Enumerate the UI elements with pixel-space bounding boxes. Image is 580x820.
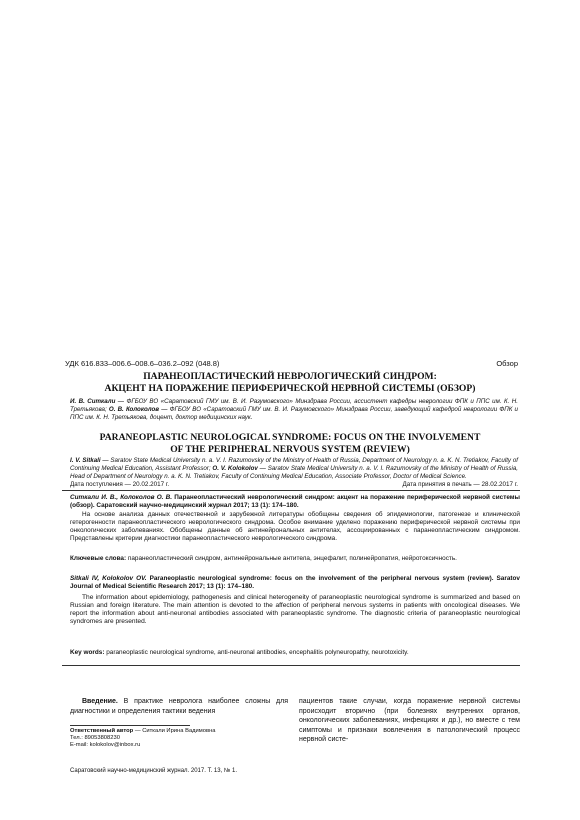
email: E-mail: kolokolov@inbox.ru [70,742,141,748]
abstract-english: The information about epidemiology, pathogenesis and clinical heterogeneity of paraneoplastic neurological syndrome is summarized and based on Russian and foreign literature. The main attention is devoted to the affection of peripheral nervous systems in patients with oncological diseases. We report the information about anti-neuronal antibodies associated with paraneoplastic syndrome. The diagnostic criteria of paraneoplastic neurological syndromes are presented. [70,594,520,625]
author1-name-en: I. V. Sitkali [70,457,101,464]
corresponding-author-name: — Ситкали Ирина Вадимовна [133,728,216,734]
intro-left-text: В практике невролога наиболее сложны для диагностики и определения тактики ведения [70,698,288,715]
article-type: Обзор [496,359,518,368]
authors-english [70,457,518,481]
citation-russian [70,494,520,510]
citation-authors-ru: Ситкали И. В., Колоколов О. В. [70,494,173,501]
keywords-label-en: Key words: [70,649,105,656]
divider [62,665,520,666]
journal-footer: Саратовский научно-медицинский журнал. 2017. Т. 13, № 1. [70,768,238,774]
author1-affiliation-ru: — ФГБОУ ВО «Саратовский ГМУ им. В. И. Разумовского» Минздрава России, ассистент кафедры неврологии ФПК и ППС им. К. Н. Третьякова; [70,398,518,413]
corresponding-author [70,728,216,749]
keywords-label-ru: Ключевые слова: [70,555,127,562]
authors-russian [70,398,518,422]
abstract-russian: На основе анализа данных отечественной и зарубежной литературы обобщены сведения об эпидемиологии, патогенезе и клинической гетерогенности паранеопластического неврологического синдрома. Особое внимание уделено поражению периферической нервной системы при онкологических заболеваниях. Обобщены данные об антинейрональных антителах, ассоциированных с паранеопластическим синдромом. Представлены критерии диагностики паранеопластического неврологического синдрома. [70,511,520,542]
corresponding-author-label: Ответственный автор [70,728,134,734]
keywords-text-ru: паранеопластический синдром, антинейрональные антитела, энцефалит, полинейропатия, нейротоксичность. [126,555,457,562]
keywords-text-en: paraneoplastic neurological syndrome, anti-neuronal antibodies, encephalitis polyneuropathy, neurotoxicity. [104,649,409,656]
title-ru-line1: ПАРАНЕОПЛАСТИЧЕСКИЙ НЕВРОЛОГИЧЕСКИЙ СИНДРОМ: [143,371,437,382]
keywords-russian [70,555,520,563]
intro-left-column [70,697,288,716]
date-accepted: Дата принятия в печать — 28.02.2017 г. [402,481,518,488]
author2-name-ru: О. В. Колоколов [108,406,160,413]
date-received: Дата поступления — 20.02.2017 г. [70,481,170,488]
author1-name-ru: И. В. Ситкали [70,398,116,405]
author2-affiliation-ru: — ФГБОУ ВО «Саратовский ГМУ им. В. И. Разумовского» Минздрава России, заведующий кафедрой неврологии ФПК и ППС им. К. Н. Третьякова, доцент, доктор медицинских наук. [70,406,518,421]
keywords-english [70,649,520,657]
title-en-line2: OF THE PERIPHERAL NERVOUS SYSTEM (REVIEW) [170,444,410,455]
citation-text-ru: Паранеопластический неврологический синдром: акцент на поражение периферической нервной системы (обзор). Саратовский научно-медицинский журнал 2017; 13 (1): 174–180. [70,494,520,509]
author1-affiliation-en: — Saratov State Medical University n. a. V. I. Razumovsky of the Ministry of Health of Russia, Department of Neurology n. a. K. N. Tretiakov, Faculty of Continuing Medical Education, Assistant Professor; [70,457,518,472]
corresponding-author-line [70,728,216,735]
footnote-divider [70,725,190,726]
title-en-line1: PARANEOPLASTIC NEUROLOGICAL SYNDROME: FOCUS ON THE INVOLVEMENT [99,432,481,443]
intro-right-column: пациентов такие случаи, когда поражение нервной системы происходит вторично (при болезнях внутренних органов, онкологических заболеваниях, инфекциях и др.), но вместе с тем симптомы и признаки вовлечения в патологический процесс нервной систе- [299,698,520,743]
author2-affiliation-en: — Saratov State Medical University n. a. V. I. Razumovsky of the Ministry of Health of Russia, Head of Department of Neurology n. a. K. N. Tretiakov, Faculty of Continuing Medical Education, Associate Professor, Doctor of Medical Science. [70,465,519,480]
citation-authors-en: Sitkali IV, Kolokolov OV. [70,575,147,582]
author2-name-en: O. V. Kolokolov [212,465,258,472]
title-russian [60,371,520,395]
citation-text-en: Paraneoplastic neurological syndrome: focus on the involvement of the peripheral nervous system (review). Saratov Journal of Medical Scientific Research 2017; 13 (1): 174–180. [70,575,520,590]
udc-code: УДК 616.833–006.6–008.6–036.2–092 (048.8) [65,359,220,368]
title-english [60,432,520,456]
title-ru-line2: АКЦЕНТ НА ПОРАЖЕНИЕ ПЕРИФЕРИЧЕСКОЙ НЕРВНОЙ СИСТЕМЫ (ОБЗОР) [104,383,476,394]
phone: Тел.: 89053808230 [70,735,120,741]
divider [62,490,520,491]
citation-english [70,575,520,591]
intro-heading: Введение. [82,698,118,705]
